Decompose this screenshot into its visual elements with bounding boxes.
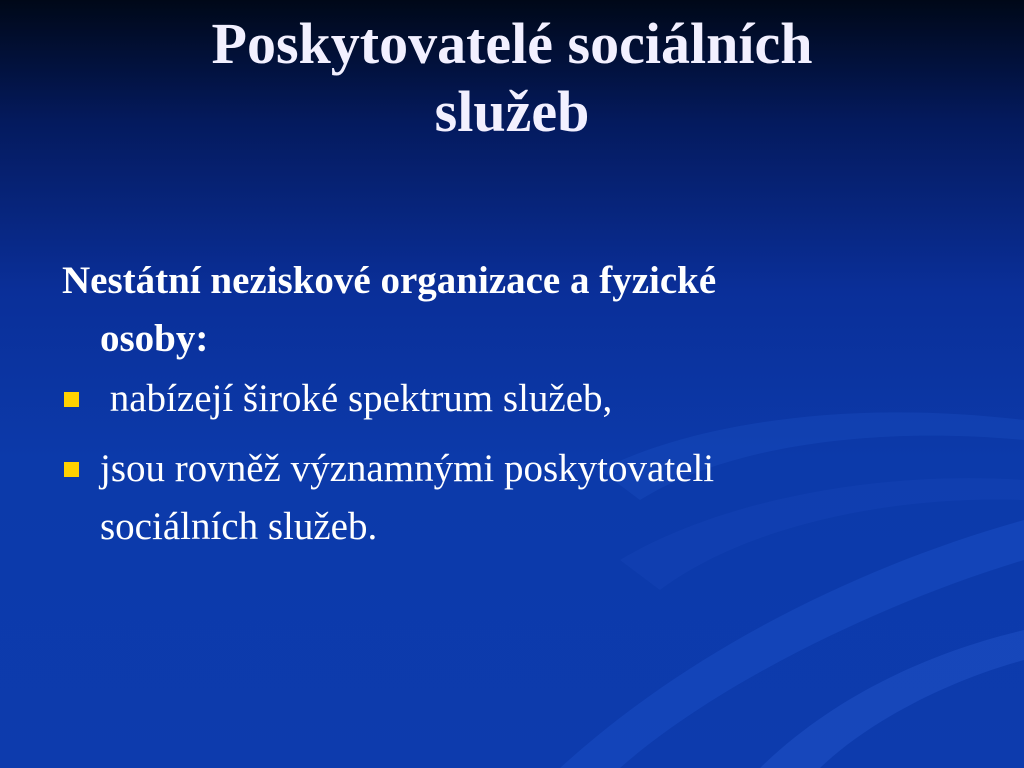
slide-title-line-1: Poskytovatelé sociálních: [211, 11, 813, 76]
slide-title-line-2: služeb: [434, 79, 590, 144]
bullet-2-text-line-2: sociálních služeb.: [100, 505, 378, 548]
intro-line-2: osoby:: [100, 317, 209, 360]
intro-heading: [62, 252, 962, 368]
slide-body: [62, 252, 962, 568]
slide-title: [0, 10, 1024, 146]
bullet-1-text: nabízejí široké spektrum služeb,: [100, 377, 613, 420]
square-bullet-icon: [64, 392, 79, 407]
bullet-item-2: [62, 440, 962, 556]
intro-line-1: Nestátní neziskové organizace a fyzické: [62, 259, 717, 302]
bullet-item-1: [62, 370, 962, 428]
bullet-2-text-line-1: jsou rovněž významnými poskytovateli: [100, 447, 715, 490]
bullet-list: [62, 370, 962, 556]
square-bullet-icon: [64, 462, 79, 477]
